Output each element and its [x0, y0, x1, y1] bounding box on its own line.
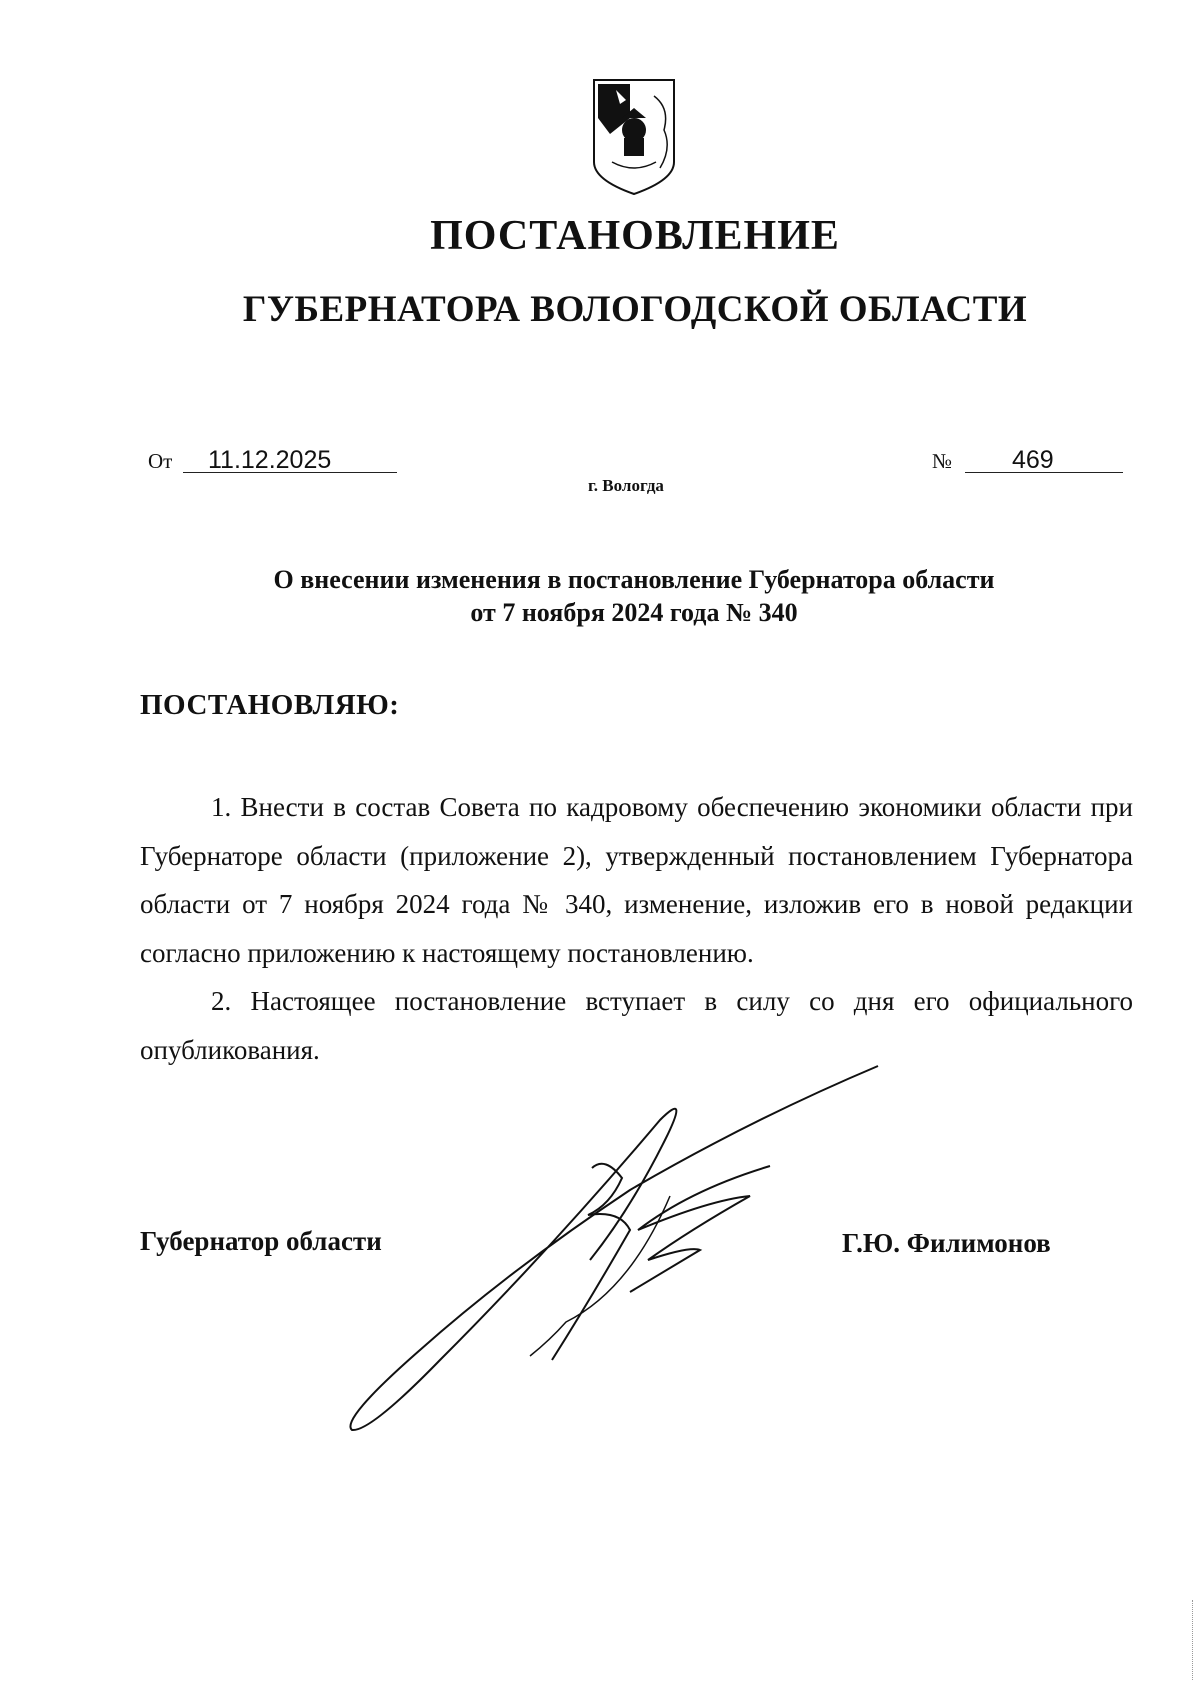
paragraph-2: 2. Настоящее постановление вступает в силу со дня его официального опубликования.	[140, 986, 1133, 1065]
coat-of-arms-icon	[590, 78, 678, 196]
city-label: г. Вологда	[588, 476, 664, 495]
paragraph-1: 1. Внести в состав Совета по кадровому обеспечению экономики области при Губернаторе области (приложение 2), утвержденный постановлением Губернатора области от 7 ноября 2024 года № 340, изменение, изложив его в новой редакции согласно приложению к настоящему постановлению.	[140, 792, 1133, 968]
signature-icon	[330, 1060, 890, 1450]
document-number: 469	[1012, 446, 1054, 474]
document-subject	[0, 563, 1200, 629]
document-subtitle: ГУБЕРНАТОРА ВОЛОГОДСКОЙ ОБЛАСТИ	[242, 289, 1028, 330]
document-body	[140, 783, 1133, 1074]
signer-name: Г.Ю. Филимонов	[842, 1228, 1051, 1258]
subject-line-2: от 7 ноября 2024 года № 340	[470, 598, 798, 627]
scan-edge-mark	[1192, 1600, 1195, 1680]
number-label: №	[932, 449, 953, 473]
document-title: ПОСТАНОВЛЕНИЕ	[430, 213, 840, 259]
signer-position: Губернатор области	[140, 1226, 382, 1256]
subject-line-1: О внесении изменения в постановление Губернатора области	[273, 565, 995, 594]
resolve-heading: ПОСТАНОВЛЯЮ:	[140, 689, 400, 721]
date-label: От	[148, 449, 173, 473]
document-date: 11.12.2025	[208, 446, 332, 474]
